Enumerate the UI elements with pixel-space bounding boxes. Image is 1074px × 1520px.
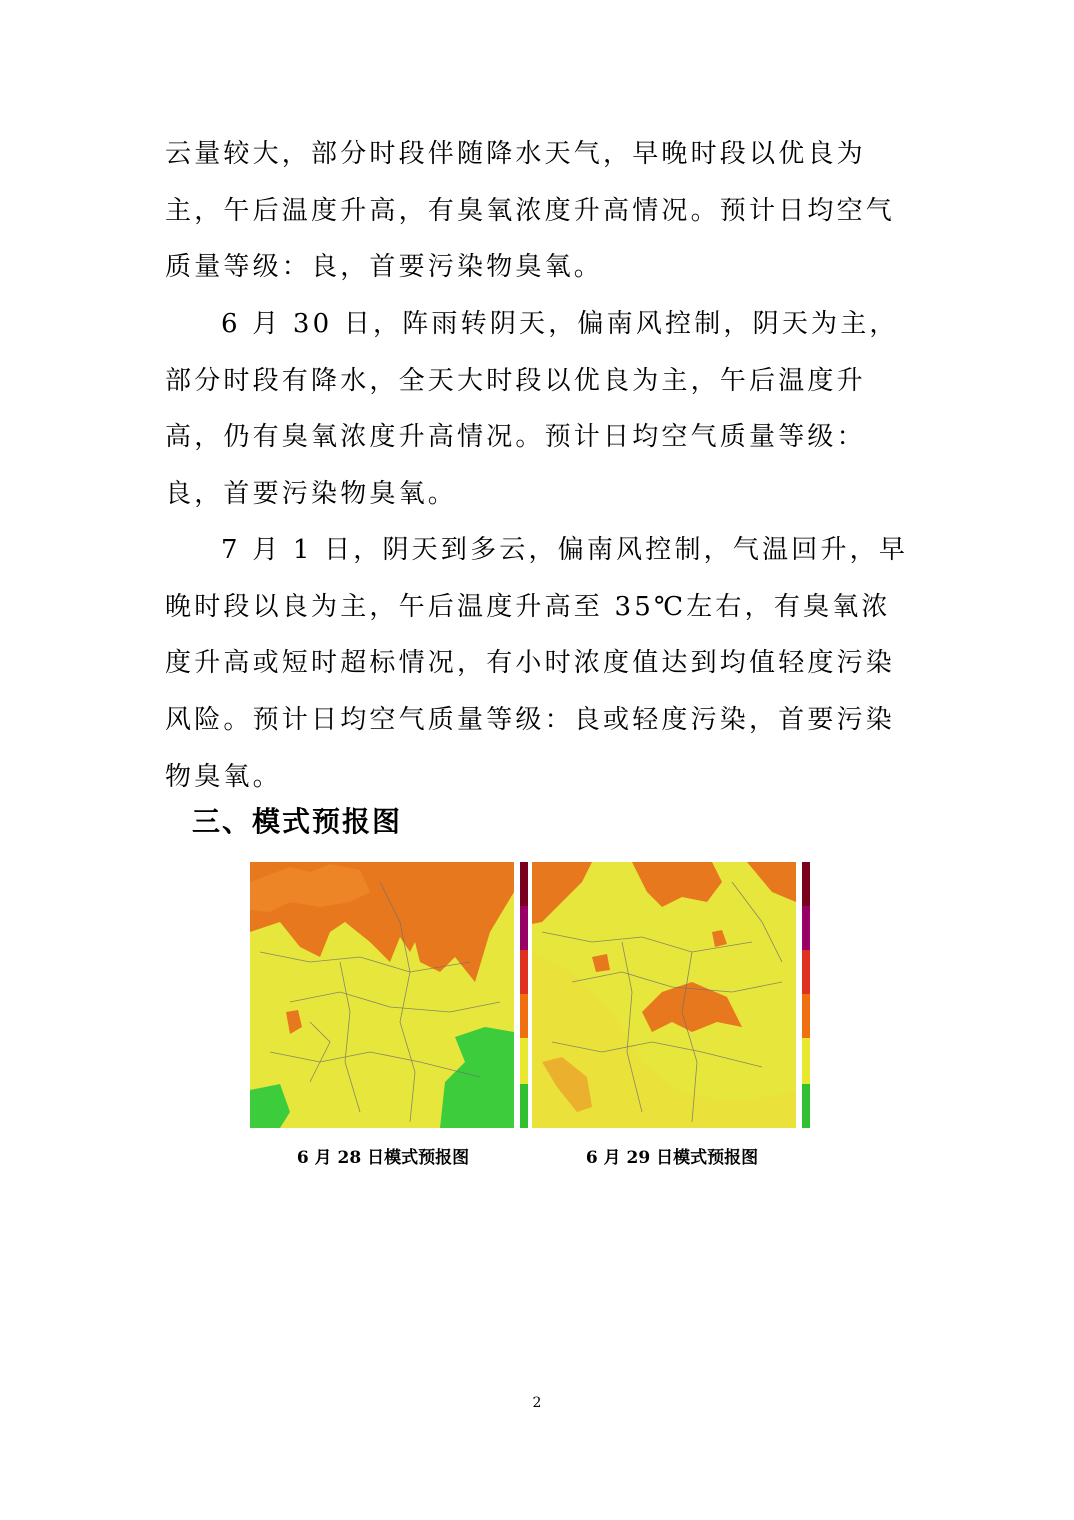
figure-caption-june-29: 6 月 29 日模式预报图 — [585, 1148, 759, 1168]
paragraph-july-1: 7 月 1 日，阴天到多云，偏南风控制，气温回升，早晚时段以良为主，午后温度升高至 35℃左右，有臭氧浓度升高或短时超标情况，有小时浓度值达到均值轻度污染风险。预计日均空气质量等级：良或轻度污染，首要污染物臭氧。 — [165, 535, 909, 792]
color-legend-bar — [520, 862, 528, 1128]
forecast-map-image — [532, 862, 796, 1128]
forecast-map-june-28 — [250, 862, 514, 1128]
paragraph-june-30: 6 月 30 日，阵雨转阴天，偏南风控制，阴天为主，部分时段有降水，全天大时段以优良为主，午后温度升高，仍有臭氧浓度升高情况。预计日均空气质量等级：良，首要污染物臭氧。 — [165, 309, 899, 510]
section-title: 三、模式预报图 — [192, 805, 403, 838]
page-number: 2 — [532, 1395, 542, 1411]
figure-caption-june-28: 6 月 28 日模式预报图 — [296, 1148, 470, 1168]
color-legend-bar — [802, 862, 810, 1128]
legend-image — [802, 862, 810, 1128]
forecast-map-june-29 — [532, 862, 796, 1128]
forecast-map-image — [250, 862, 514, 1128]
paragraph-continued: 云量较大，部分时段伴随降水天气，早晚时段以优良为主，午后温度升高，有臭氧浓度升高情况。预计日均空气质量等级：良，首要污染物臭氧。 — [165, 139, 896, 283]
legend-image — [520, 862, 528, 1128]
